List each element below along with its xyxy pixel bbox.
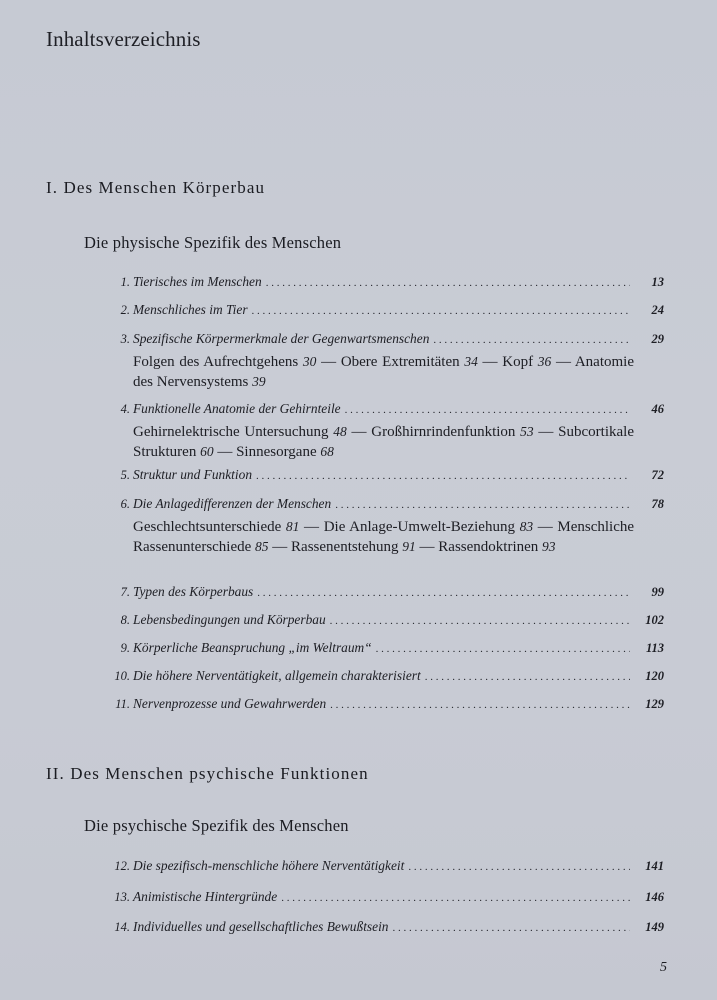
entry-number: 5. — [120, 468, 130, 482]
toc-entry[interactable] — [104, 888, 664, 907]
entry-number: 4. — [120, 402, 130, 416]
page-number: 5 — [660, 960, 667, 975]
leader-dots — [376, 641, 630, 658]
subtopic-page: 60 — [200, 444, 214, 459]
subtopic-page: 85 — [255, 539, 269, 554]
entry-number: 3. — [120, 332, 130, 346]
entry-number: 2. — [120, 303, 130, 317]
leader-dots — [335, 497, 630, 514]
subtopic: Rassendoktrinen — [438, 539, 539, 555]
section-heading-1: Die physische Spezifik des Menschen — [84, 233, 342, 252]
toc-entry[interactable] — [104, 918, 664, 937]
entry-number: 1. — [120, 275, 130, 289]
leader-dots — [330, 697, 630, 714]
entry-page: 102 — [645, 613, 664, 627]
subtopic: Anatomie des Nervensystems — [133, 354, 634, 390]
subtopic-page: 83 — [519, 519, 534, 534]
entry-page: 99 — [651, 585, 664, 599]
entry-title: Struktur und Funktion — [133, 467, 253, 482]
subtopic-page: 30 — [302, 354, 317, 369]
subtopic-page: 68 — [320, 444, 334, 459]
section-heading-2: Die psychische Spezifik des Menschen — [84, 816, 349, 835]
toc-entry[interactable] — [104, 695, 664, 714]
entry-title: Lebensbedingungen und Körperbau — [133, 612, 326, 627]
subtopic: Menschliche Rassenunterschiede — [133, 519, 635, 555]
toc-entry[interactable] — [104, 273, 664, 292]
toc-entry[interactable] — [104, 301, 664, 320]
entry-title: Nervenprozesse und Gewahrwerden — [133, 696, 327, 711]
entry-title: Die spezifisch-menschliche höhere Nerventätigkeit — [133, 858, 405, 873]
entry-title: Tierisches im Menschen — [133, 274, 262, 289]
leader-dots — [345, 402, 630, 419]
toc-entry[interactable] — [104, 583, 664, 602]
entry-page: 141 — [645, 859, 664, 873]
entry-title: Körperliche Beanspruchung „im Weltraum“ — [133, 640, 372, 655]
entry-subtopics: Gehirnelektrische Untersuchung 48 — Großhirnrindenfunktion 53 — Subcortikale Strukturen 60 — Sinnesorgane 68 — [133, 424, 634, 460]
part-heading-2: II. Des Menschen psychische Funktionen — [46, 764, 369, 783]
leader-dots — [281, 890, 630, 907]
entry-title: Spezifische Körpermerkmale der Gegenwartsmenschen — [133, 331, 430, 346]
page-title: Inhaltsverzeichnis — [46, 27, 201, 51]
entry-title: Die Anlagedifferenzen der Menschen — [133, 496, 332, 511]
toc-entry[interactable] — [104, 639, 664, 658]
subtopic: Gehirnelektrische Untersuchung — [133, 424, 329, 440]
entry-number: 10. — [114, 669, 130, 683]
leader-dots — [408, 859, 630, 876]
part-heading-1: I. Des Menschen Körperbau — [46, 178, 266, 197]
entry-page: 46 — [651, 402, 664, 416]
entry-page: 146 — [645, 890, 664, 904]
entry-number: 7. — [120, 585, 130, 599]
entry-subtopics: Folgen des Aufrechtgehens 30 — Obere Extremitäten 34 — Kopf 36 — Anatomie des Nervensystems 39 — [133, 354, 634, 390]
entry-number: 11. — [115, 697, 130, 711]
leader-dots — [257, 585, 630, 602]
entry-number: 6. — [120, 497, 130, 511]
toc-entry[interactable] — [104, 466, 664, 485]
entry-title: Funktionelle Anatomie der Gehirnteile — [133, 401, 341, 416]
subtopic: Folgen des Aufrechtgehens — [133, 354, 299, 370]
entry-page: 13 — [651, 275, 664, 289]
entry-title: Individuelles und gesellschaftliches Bewußtsein — [133, 919, 389, 934]
subtopic: Obere Extremitäten — [340, 354, 460, 370]
subtopic-page: 39 — [252, 374, 266, 389]
entry-page: 72 — [651, 468, 664, 482]
entry-page: 120 — [645, 669, 664, 683]
entry-page: 149 — [645, 920, 664, 934]
subtopic-page: 48 — [333, 424, 347, 439]
entry-number: 8. — [120, 613, 130, 627]
subtopic: Sinnesorgane — [236, 444, 317, 460]
subtopic: Großhirnrindenfunktion — [371, 424, 516, 440]
subtopic-page: 34 — [464, 354, 478, 369]
subtopic-page: 53 — [520, 424, 534, 439]
subtopic-page: 36 — [537, 354, 552, 369]
leader-dots — [433, 332, 630, 349]
toc-entry[interactable] — [104, 400, 664, 462]
leader-dots — [392, 920, 630, 937]
entry-number: 14. — [114, 920, 130, 934]
entry-subtopics: Geschlechtsunterschiede 81 — Die Anlage-Umwelt-Beziehung 83 — Menschliche Rassenunterschiede 85 — Rassenentstehung 91 — Rassendoktrinen 93 — [133, 519, 635, 555]
entry-page: 29 — [651, 332, 664, 346]
subtopic: Kopf — [502, 354, 534, 370]
subtopic-page: 93 — [542, 539, 556, 554]
subtopic: Geschlechtsunterschiede — [133, 519, 282, 535]
leader-dots — [256, 468, 630, 485]
leader-dots — [266, 275, 630, 292]
entry-title: Typen des Körperbaus — [133, 584, 254, 599]
entry-page: 113 — [645, 641, 664, 655]
entry-page: 129 — [645, 697, 664, 711]
subtopic-page: 91 — [402, 539, 416, 554]
toc-entry[interactable] — [104, 495, 664, 557]
entry-number: 12. — [114, 859, 130, 873]
entry-page: 78 — [651, 497, 664, 511]
leader-dots — [330, 613, 630, 630]
toc-entry[interactable] — [104, 667, 664, 686]
leader-dots — [425, 669, 630, 686]
entry-page: 24 — [651, 303, 664, 317]
subtopic: Rassenentstehung — [291, 539, 399, 555]
subtopic: Die Anlage-Umwelt-Beziehung — [323, 519, 515, 535]
entry-title: Menschliches im Tier — [133, 302, 248, 317]
entry-number: 9. — [120, 641, 130, 655]
subtopic-page: 81 — [285, 519, 300, 534]
entry-title: Animistische Hintergründe — [133, 889, 278, 904]
entry-number: 13. — [114, 890, 130, 904]
toc-entry[interactable] — [104, 330, 664, 392]
leader-dots — [252, 303, 630, 320]
entry-title: Die höhere Nerventätigkeit, allgemein charakterisiert — [133, 668, 421, 683]
toc-entry[interactable] — [104, 611, 664, 630]
toc-entry[interactable] — [104, 857, 664, 876]
subtopic: Subcortikale Strukturen — [133, 424, 634, 460]
